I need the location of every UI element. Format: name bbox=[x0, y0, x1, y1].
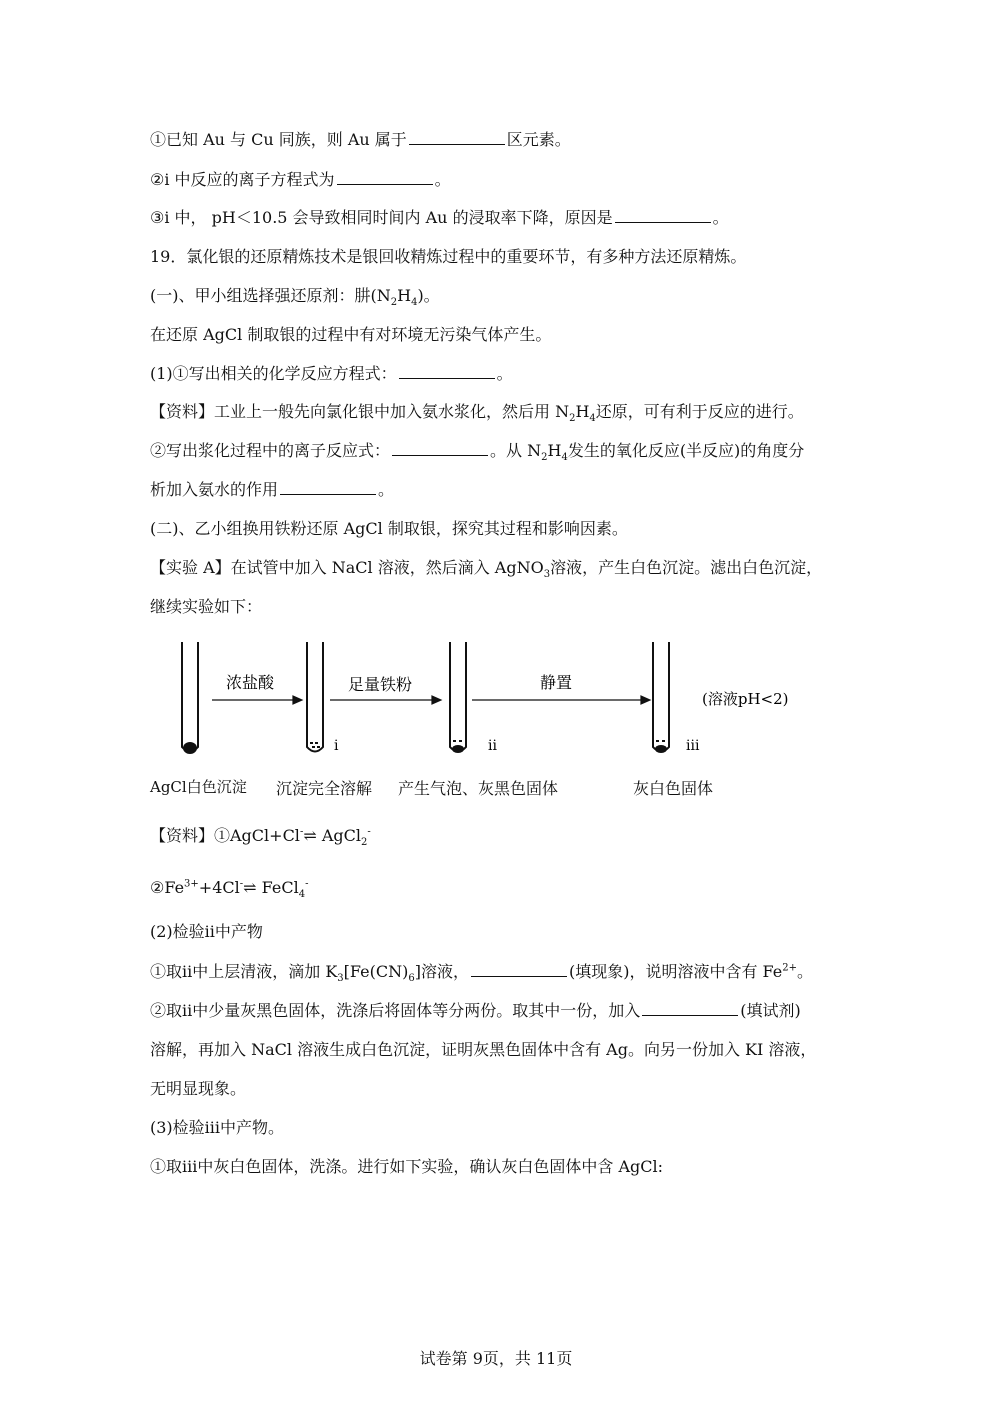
info-line: 【资料】工业上一般先向氯化银中加入氨水浆化，然后用 $N_2H_4$还原，可有利于反应的进行。 bbox=[150, 402, 804, 425]
arrow-label-3: 静置 bbox=[540, 673, 573, 692]
answer-blank[interactable] bbox=[337, 170, 433, 185]
text-line: 继续实验如下： bbox=[150, 597, 263, 616]
grey-solid bbox=[655, 745, 667, 753]
subquestion-title: (3)检验iii中产物。 bbox=[150, 1118, 285, 1137]
arrow-3 bbox=[472, 696, 650, 704]
question-line: ①已知 Au 与 Cu 同族，则 Au 属于 区元素。 bbox=[150, 130, 571, 149]
answer-blank[interactable] bbox=[392, 441, 488, 456]
answer-blank[interactable] bbox=[615, 208, 711, 223]
experiment-line: 【实验 A】在试管中加入 NaCl 溶液，然后滴入 AgNO$_3$溶液，产生白色沉淀。滤出白色沉淀， bbox=[150, 558, 823, 581]
arrow-1 bbox=[212, 696, 302, 704]
section-heading: (一)、甲小组选择强还原剂：肼$(N_2H_4)$。 bbox=[150, 286, 440, 309]
arrow-label-2: 足量铁粉 bbox=[348, 675, 413, 694]
question-title: 19．氯化银的还原精炼技术是银回收精炼过程中的重要环节，有多种方法还原精炼。 bbox=[150, 247, 747, 266]
dissolved-marks bbox=[310, 742, 320, 748]
ph-note: (溶液pH<2) bbox=[702, 690, 789, 708]
text-line: 在还原 AgCl 制取银的过程中有对环境无污染气体产生。 bbox=[150, 325, 552, 344]
question-line: ③i 中， pH＜10.5 会导致相同时间内 Au 的浸取率下降，原因是 。 bbox=[150, 208, 729, 227]
question-line: ①取ii中上层清液，滴加 $K_3[Fe(CN)_6]$溶液， (填现象)，说明溶液中含有 $Fe^{2+}$。 bbox=[150, 962, 813, 985]
text-line: 溶解，再加入 NaCl 溶液生成白色沉淀，证明灰黑色固体中含有 Ag。向另一份加入 KI 溶液， bbox=[150, 1040, 817, 1059]
answer-blank[interactable] bbox=[471, 962, 567, 977]
page-footer: 试卷第 9页，共 11页 bbox=[419, 1349, 573, 1368]
black-solid bbox=[452, 745, 464, 753]
question-line: ②取ii中少量灰黑色固体，洗涤后将固体等分两份。取其中一份，加入 (填试剂) bbox=[150, 1001, 801, 1020]
precipitate bbox=[183, 742, 197, 754]
answer-blank[interactable] bbox=[280, 480, 376, 495]
arrow-label-1: 浓盐酸 bbox=[226, 673, 275, 692]
section-heading: (二)、乙小组换用铁粉还原 AgCl 制取银，探究其过程和影响因素。 bbox=[150, 519, 628, 538]
test-tube-i bbox=[307, 642, 323, 752]
answer-blank[interactable] bbox=[399, 364, 495, 379]
tube-label-iii: iii bbox=[686, 738, 700, 754]
subquestion-title: (2)检验ii中产物 bbox=[150, 922, 263, 941]
info-line: $②Fe^{3+}+4Cl^-\rightleftharpoons$ FeCl$_4$- bbox=[150, 878, 309, 901]
tube-label-i: i bbox=[334, 738, 339, 754]
question-line: 析加入氨水的作用 。 bbox=[150, 480, 395, 499]
caption-ii: 产生气泡、灰黑色固体 bbox=[398, 779, 559, 798]
test-tube-ii bbox=[450, 642, 466, 752]
question-line: ②i 中反应的离子方程式为 。 bbox=[150, 170, 451, 189]
answer-blank[interactable] bbox=[642, 1001, 738, 1016]
caption-i: 沉淀完全溶解 bbox=[276, 779, 373, 798]
caption-agcl: AgCl白色沉淀 bbox=[150, 778, 247, 796]
info-line: 【资料】①AgCl+Cl-⇌ AgCl$_2$- bbox=[150, 826, 371, 849]
text-line: 无明显现象。 bbox=[150, 1079, 247, 1098]
answer-blank[interactable] bbox=[409, 130, 505, 145]
question-line: ②写出浆化过程中的离子反应式： 。从 $N_2H_4$发生的氧化反应(半反应)的角度分 bbox=[150, 441, 805, 464]
question-line: (1)①写出相关的化学反应方程式： 。 bbox=[150, 364, 513, 383]
arrow-2 bbox=[330, 696, 441, 704]
tube-label-ii: ii bbox=[488, 738, 497, 754]
caption-iii: 灰白色固体 bbox=[633, 779, 714, 798]
test-tube-iii bbox=[653, 642, 669, 752]
test-tube-agcl bbox=[182, 642, 198, 752]
text-line: ①取iii中灰白色固体，洗涤。进行如下实验，确认灰白色固体中含 AgCl: bbox=[150, 1157, 663, 1176]
